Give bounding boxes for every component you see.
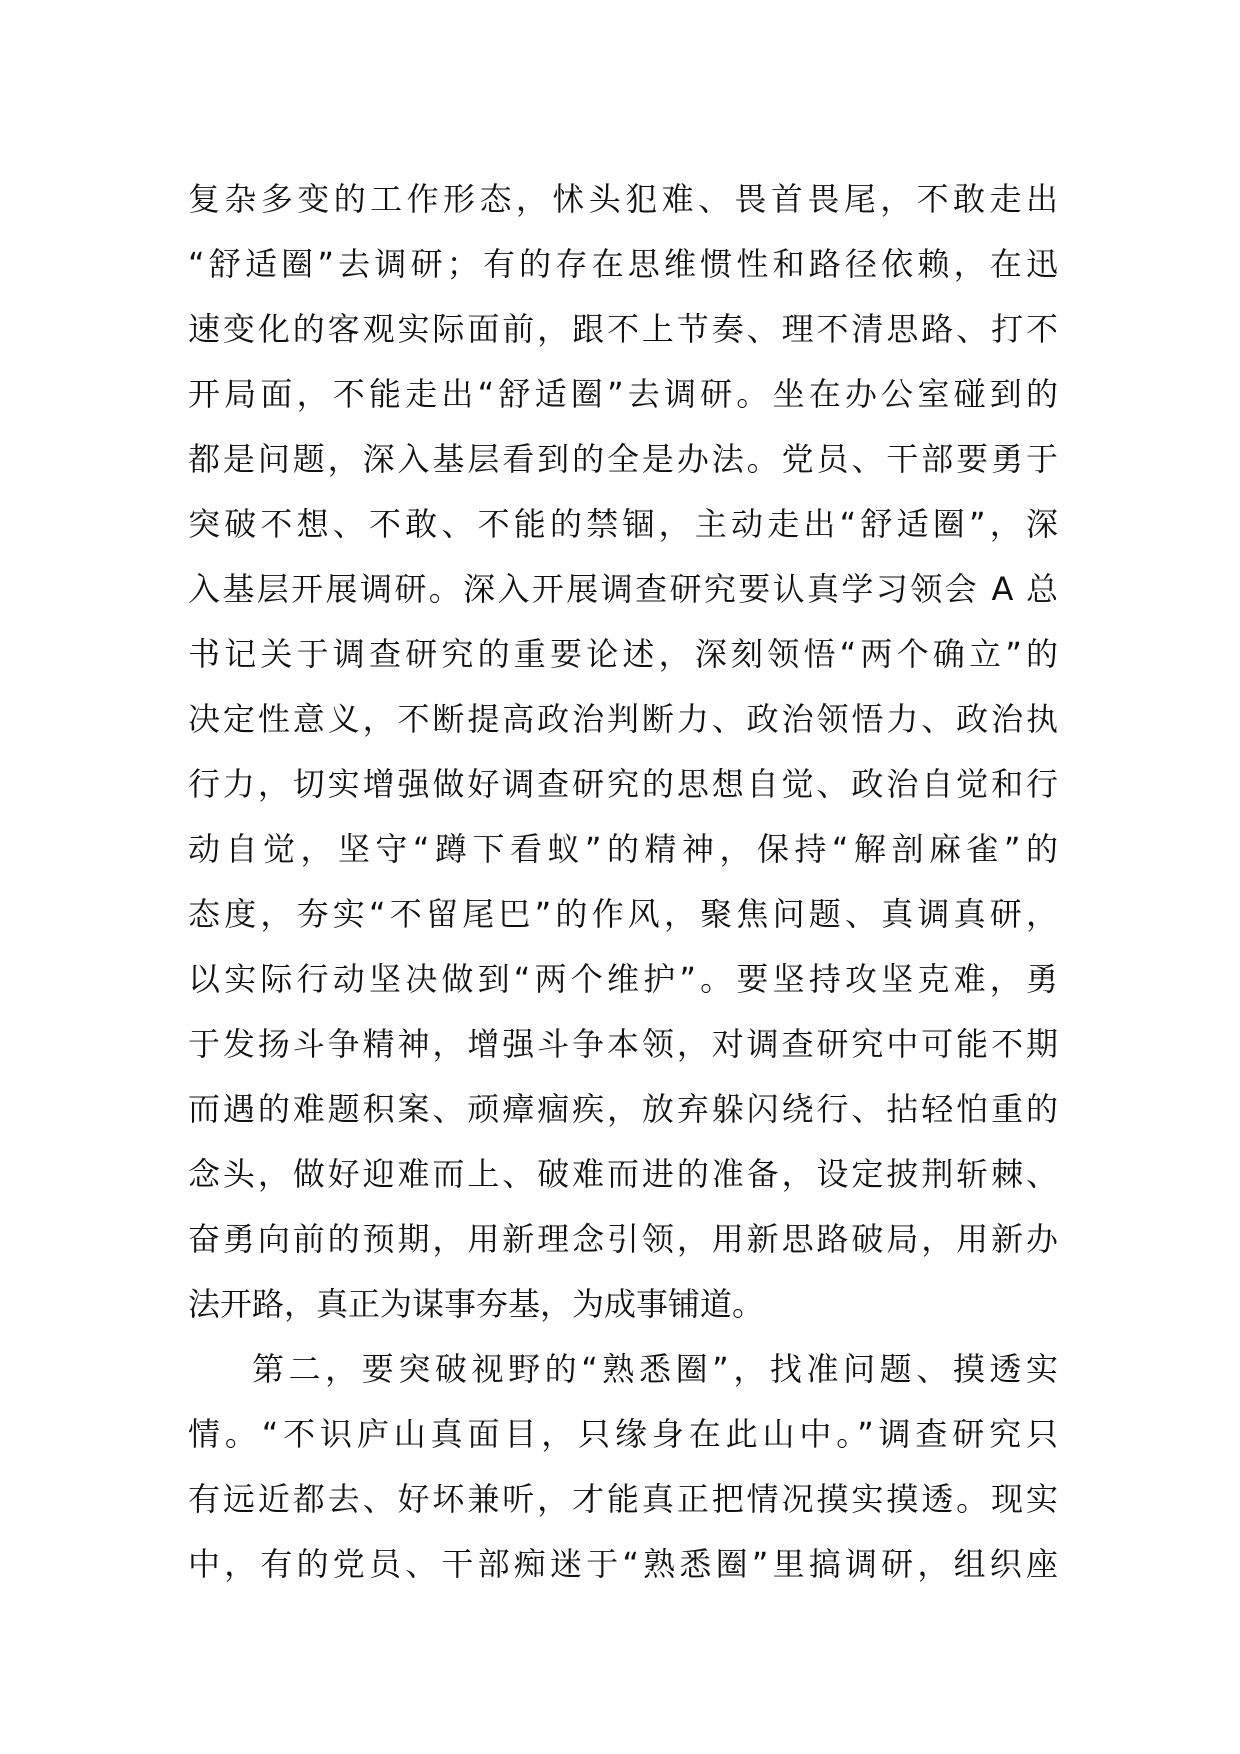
text-line: “舒适圈”去调研；有的存在思维惯性和路径依赖，在迅: [188, 245, 1058, 283]
text-line: 复杂多变的工作形态，怵头犯难、畏首畏尾，不敢走出: [188, 180, 1058, 218]
text-line: 法开路，真正为谋事夯基，为成事铺道。: [188, 1285, 765, 1323]
text-line: 决定性意义，不断提高政治判断力、政治领悟力、政治执: [188, 700, 1058, 738]
text-line: 中，有的党员、干部痴迷于“熟悉圈”里搞调研，组织座: [188, 1545, 1058, 1583]
text-line: 念头，做好迎难而上、破难而进的准备，设定披荆斩棘、: [188, 1155, 1058, 1193]
text-line: 态度，夯实“不留尾巴”的作风，聚焦问题、真调真研，: [188, 895, 1058, 933]
text-line: 速变化的客观实际面前，跟不上节奏、理不清思路、打不: [188, 310, 1058, 348]
text-line: 都是问题，深入基层看到的全是办法。党员、干部要勇于: [188, 440, 1058, 478]
text-line: 奋勇向前的预期，用新理念引领，用新思路破局，用新办: [188, 1220, 1058, 1258]
text-line: 情。“不识庐山真面目，只缘身在此山中。”调查研究只: [188, 1415, 1058, 1453]
text-line: 以实际行动坚决做到“两个维护”。要坚持攻坚克难，勇: [188, 960, 1058, 998]
text-line: 突破不想、不敢、不能的禁锢，主动走出“舒适圈”，深: [188, 505, 1058, 543]
body-text: [188, 167, 1058, 1597]
text-line: 于发扬斗争精神，增强斗争本领，对调查研究中可能不期: [188, 1025, 1058, 1063]
text-line: 开局面，不能走出“舒适圈”去调研。坐在办公室碰到的: [188, 375, 1058, 413]
text-line: 动自觉，坚守“蹲下看蚁”的精神，保持“解剖麻雀”的: [188, 830, 1058, 868]
paragraph-start-line: 第二，要突破视野的“熟悉圈”，找准问题、摸透实: [252, 1350, 1058, 1388]
text-line: 书记关于调查研究的重要论述，深刻领悟“两个确立”的: [188, 635, 1058, 673]
text-line: 而遇的难题积案、顽瘴痼疾，放弃躲闪绕行、拈轻怕重的: [188, 1090, 1058, 1128]
text-line: 有远近都去、好坏兼听，才能真正把情况摸实摸透。现实: [188, 1480, 1058, 1518]
text-line: 行力，切实增强做好调查研究的思想自觉、政治自觉和行: [188, 765, 1058, 803]
text-line: 入基层开展调研。深入开展调查研究要认真学习领会 A 总: [188, 570, 1058, 608]
